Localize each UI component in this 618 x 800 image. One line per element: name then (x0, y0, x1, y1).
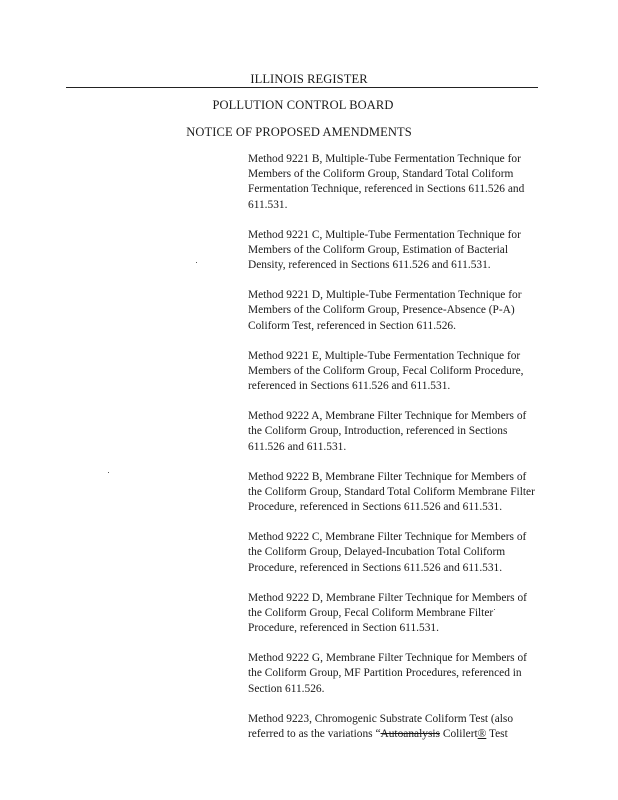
method-entry-last (248, 712, 540, 742)
method-entry: Method 9221 E, Multiple-Tube Fermentation Technique for Members of the Coliform Group, Fecal Coliform Procedure, referenced in Sections 611.526 and 611.531. (248, 349, 524, 393)
scan-speck (196, 262, 197, 263)
registered-mark: ® (477, 727, 487, 740)
notice-title: NOTICE OF PROPOSED AMENDMENTS (186, 125, 412, 139)
method-entry: Method 9221 D, Multiple-Tube Fermentation Technique for Members of the Coliform Group, Presence-Absence (P-A) Coliform Test, referenced in Section 611.526. (248, 289, 522, 332)
method-entry: Method 9222 C, Membrane Filter Technique for Members of the Coliform Group, Delayed-Incubation Total Coliform Procedure, referenced in Sections 611.526 and 611.531. (248, 531, 527, 574)
method-entry: Method 9221 C, Multiple-Tube Fermentation Technique for Members of the Coliform Group, Estimation of Bacterial Density, referenced in Sections 611.526 and 611.531. (248, 228, 521, 272)
method-list (248, 152, 540, 757)
header-rule (66, 87, 538, 88)
struck-text: Autoanalysis (380, 727, 440, 740)
method-entry: Method 9221 B, Multiple-Tube Fermentation Technique for Members of the Coliform Group, Standard Total Coliform Fermentation Technique, referenced in Sections 611.526 and 611.531. (248, 153, 525, 211)
method-entry: Method 9222 D, Membrane Filter Technique for Members of the Coliform Group, Fecal Coliform Membrane Filter Procedure, referenced in Section 611.531. (248, 591, 527, 635)
method-entry: Method 9222 G, Membrane Filter Technique for Members of the Coliform Group, MF Partition Procedures, referenced in Section 611.526. (248, 652, 527, 695)
last-entry-product: Colilert (440, 727, 478, 740)
last-entry-text: Method 9223, Chromogenic Substrate Coliform Test (also referred to as the variations “ (248, 712, 514, 740)
scan-speck (494, 609, 495, 610)
method-entry: Method 9222 B, Membrane Filter Technique for Members of the Coliform Group, Standard Total Coliform Membrane Filter Procedure, referenced in Sections 611.526 and 611.531. (248, 470, 535, 514)
register-title: ILLINOIS REGISTER (250, 72, 368, 86)
board-title: POLLUTION CONTROL BOARD (212, 98, 394, 112)
method-entry: Method 9222 A, Membrane Filter Technique for Members of the Coliform Group, Introduction, referenced in Sections 611.526 and 611.531. (248, 410, 527, 453)
last-entry-tail: Test (486, 727, 508, 740)
scan-speck (108, 472, 109, 473)
